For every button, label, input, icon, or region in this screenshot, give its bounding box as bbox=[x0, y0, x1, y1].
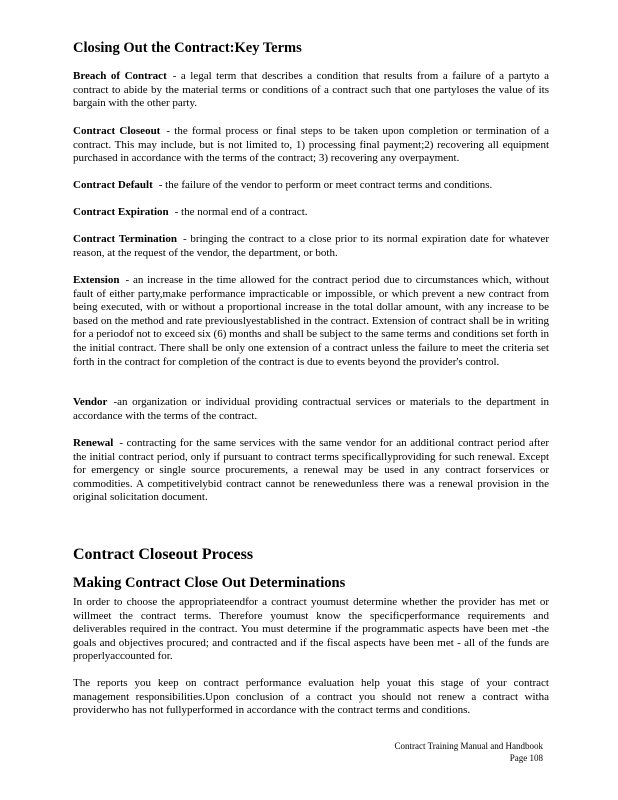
footer-page-number: Page 108 bbox=[509, 753, 543, 763]
definition-term: Contract Default bbox=[73, 179, 153, 191]
definition-term: Contract Expiration bbox=[73, 206, 169, 218]
definition-term: Vendor bbox=[73, 396, 108, 408]
definition-text: - the formal process or final steps to be taken upon completion or termination of a contract. This may include, but is not limited to, 1) processing final payment;2) recovering all equipment purchased in accordance with the terms of the contract; 3) recovering any overpayment. bbox=[73, 125, 549, 165]
definition-renewal bbox=[73, 437, 549, 505]
main-title: Contract Closeout Process bbox=[73, 546, 254, 563]
definition-breach-of-contract bbox=[73, 70, 549, 111]
definition-contract-closeout bbox=[73, 125, 549, 166]
definition-text: - a legal term that describes a condition that results from a failure of a partyto a contract to abide by the material terms or conditions of a contract such that one partyloses the value of its bargain with the other party. bbox=[73, 70, 550, 110]
definition-vendor bbox=[73, 396, 549, 423]
definition-extension bbox=[73, 274, 549, 369]
definition-term: Contract Termination bbox=[73, 233, 177, 245]
definition-text: - an increase in the time allowed for the contract period due to circumstances which, without fault of either party,make performance impracticable or impossible, or which prevent a new contract from being executed, with or without a proportional increase in the total dollar amount, with any increase to be based on the method and rate previouslyestablished in the contract. Extension of contract shall be in writing for a periodof not to exceed six (6) months and shall be subject to the same terms and conditions set forth in the initial contract. There shall be only one extension of a contract unless the failure to meet the criteria set forth in the contract for completion of the contract is due to events beyond the provider's control. bbox=[73, 274, 549, 368]
definition-term: Renewal bbox=[73, 437, 114, 449]
definition-contract-default bbox=[73, 179, 549, 193]
body-paragraph: The reports you keep on contract performance evaluation help youat this stage of your contract management responsibilities.Upon conclusion of a contract you should not renew a contract witha providerwho has not fullyperformed in accordance with the contract terms and conditions. bbox=[73, 677, 549, 717]
definition-text: - bringing the contract to a close prior to its normal expiration date for whatever reason, at the request of the vendor, the department, or both. bbox=[73, 233, 549, 259]
definition-text: - the normal end of a contract. bbox=[174, 206, 308, 218]
section-title: Closing Out the Contract:Key Terms bbox=[73, 40, 302, 56]
definition-text: - the failure of the vendor to perform or meet contract terms and conditions. bbox=[158, 179, 493, 191]
definition-text: -an organization or individual providing contractual services or materials to the department in accordance with the terms of the contract. bbox=[73, 396, 549, 422]
footer-manual-title: Contract Training Manual and Handbook bbox=[394, 741, 543, 751]
definition-term: Extension bbox=[73, 274, 120, 286]
sub-title: Making Contract Close Out Determinations bbox=[73, 575, 346, 591]
definition-text: - contracting for the same services with the same vendor for an additional contract period after the initial contract period, only if pursuant to contract terms specificallyproviding for such renewal. Except for emergency or single source procurements, a renewal may be used in any contract forservices or commodities. A competitivelybid contract cannot be renewedunless there was a renewal provision in the original solicitation document. bbox=[73, 437, 549, 504]
definition-term: Contract Closeout bbox=[73, 125, 161, 137]
definition-contract-termination bbox=[73, 233, 549, 260]
definition-contract-expiration bbox=[73, 206, 549, 220]
definition-term: Breach of Contract bbox=[73, 70, 167, 82]
body-paragraph: In order to choose the appropriateendfor a contract youmust determine whether the provider has met or willmeet the contract terms. Therefore youmust know the specificperformance requirements and deliverables required in the contract. You must determine if the programmatic aspects have been met -the goals and objectives procured; and contracted and if the fiscal aspects have been met - all of the funds are properlyaccounted for. bbox=[73, 596, 549, 663]
